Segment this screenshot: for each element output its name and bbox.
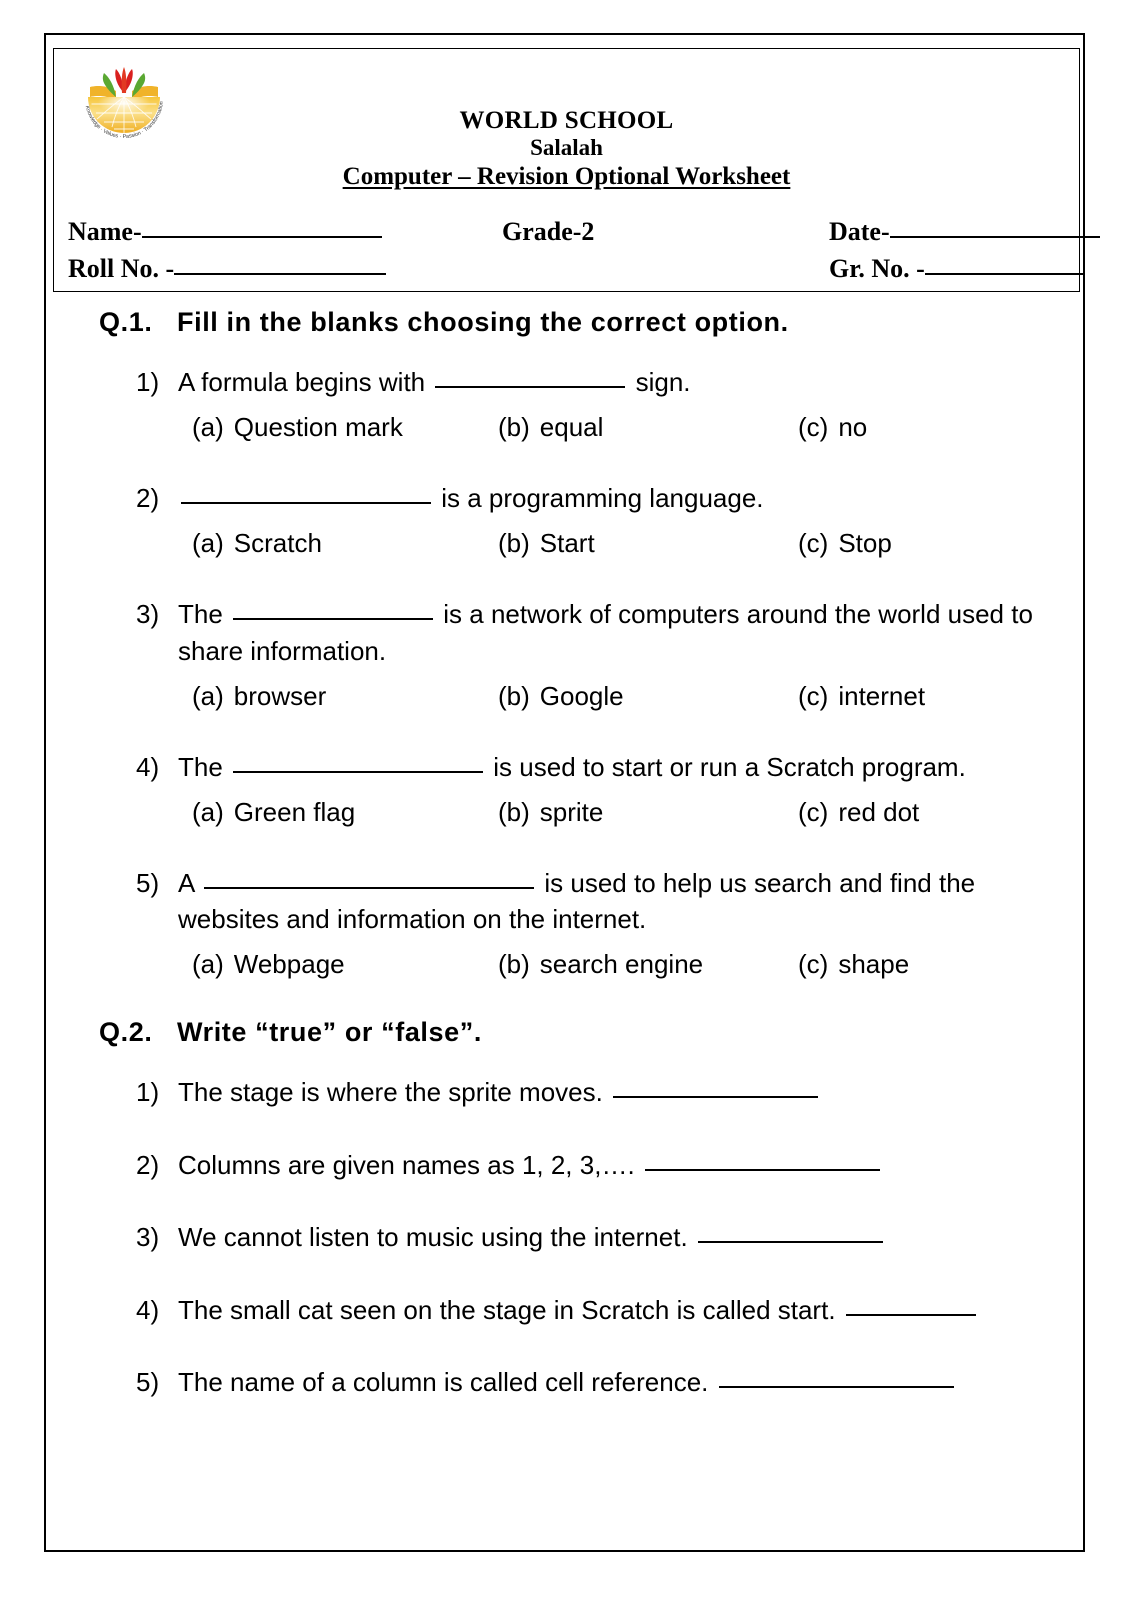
option-a-value: browser bbox=[233, 680, 327, 711]
option-c-value: shape bbox=[838, 949, 910, 980]
item-number: 1) bbox=[136, 367, 160, 397]
worksheet-page bbox=[44, 33, 1085, 1552]
answer-blank[interactable] bbox=[204, 887, 534, 889]
item-number: 3) bbox=[136, 1222, 160, 1253]
worksheet-body bbox=[46, 307, 1083, 1436]
item-text bbox=[178, 364, 1083, 401]
option-c-label: (c) bbox=[798, 527, 829, 558]
true-false-item bbox=[136, 1292, 1083, 1328]
identity-row-2 bbox=[54, 254, 1079, 291]
item-number: 2) bbox=[136, 1149, 160, 1180]
option-c-label: (c) bbox=[798, 411, 829, 442]
item-text-before: The bbox=[178, 598, 223, 629]
item-text-after: is a programming language. bbox=[441, 482, 764, 513]
option-c[interactable] bbox=[798, 949, 909, 980]
gr-no-field[interactable] bbox=[829, 254, 1085, 284]
question-1-items bbox=[46, 364, 1083, 989]
option-a-value: Green flag bbox=[233, 796, 356, 827]
answer-blank[interactable] bbox=[233, 618, 433, 620]
option-b[interactable] bbox=[498, 949, 703, 980]
option-c-label: (c) bbox=[798, 680, 829, 711]
item-text-after: is a network of computers around the world used to share information. bbox=[178, 598, 1033, 666]
grade-label: Grade-2 bbox=[502, 217, 595, 246]
option-a-label: (a) bbox=[192, 411, 224, 442]
mcq-item bbox=[136, 865, 1083, 939]
mcq-item bbox=[136, 596, 1083, 670]
item-statement: We cannot listen to music using the internet. bbox=[178, 1222, 688, 1253]
item-text bbox=[178, 480, 1083, 517]
option-c-label: (c) bbox=[798, 796, 829, 827]
option-b[interactable] bbox=[498, 797, 603, 828]
option-c-value: Stop bbox=[838, 527, 892, 558]
option-b-label: (b) bbox=[498, 527, 530, 558]
mcq-options bbox=[136, 797, 1083, 837]
answer-blank[interactable] bbox=[613, 1096, 818, 1098]
option-c[interactable] bbox=[798, 797, 919, 828]
school-city: Salalah bbox=[530, 135, 603, 160]
item-text bbox=[178, 1074, 1083, 1110]
option-b-label: (b) bbox=[498, 949, 530, 980]
option-a-value: Scratch bbox=[233, 527, 322, 558]
mcq-item bbox=[136, 480, 1083, 517]
item-text bbox=[178, 1292, 1083, 1328]
answer-blank[interactable] bbox=[698, 1241, 883, 1243]
option-c-label: (c) bbox=[798, 949, 829, 980]
question-1-heading bbox=[99, 307, 1083, 338]
true-false-item bbox=[136, 1364, 1083, 1400]
option-c-value: red dot bbox=[838, 796, 920, 827]
true-false-item bbox=[136, 1074, 1083, 1110]
option-a[interactable] bbox=[192, 949, 345, 980]
question-block-1 bbox=[46, 307, 1083, 989]
student-identity-fields bbox=[54, 217, 1079, 291]
answer-blank[interactable] bbox=[181, 502, 431, 504]
item-number: 5) bbox=[136, 1366, 160, 1397]
identity-row-1 bbox=[54, 217, 1079, 254]
question-2-heading bbox=[99, 1017, 1083, 1048]
name-field[interactable] bbox=[68, 217, 382, 247]
option-a-label: (a) bbox=[192, 680, 224, 711]
question-1-number: Q.1. bbox=[99, 307, 153, 337]
option-b-value: equal bbox=[539, 411, 604, 442]
option-a-label: (a) bbox=[192, 796, 224, 827]
date-blank-rule[interactable] bbox=[890, 236, 1100, 238]
question-2-number: Q.2. bbox=[99, 1017, 153, 1048]
option-b-value: sprite bbox=[539, 796, 604, 827]
question-block-2 bbox=[46, 1017, 1083, 1400]
logo-motto-text: Knowledge · Values · Passion · Transformation bbox=[83, 101, 165, 139]
option-b-value: search engine bbox=[539, 949, 704, 980]
item-number: 4) bbox=[136, 1294, 160, 1325]
name-label: Name- bbox=[68, 217, 142, 246]
question-2-heading-text: Write “true” or “false”. bbox=[177, 1017, 482, 1048]
date-field[interactable] bbox=[829, 217, 1100, 247]
option-c[interactable] bbox=[798, 528, 892, 559]
mcq-options bbox=[136, 528, 1083, 568]
roll-no-blank-rule[interactable] bbox=[174, 273, 386, 275]
option-a-label: (a) bbox=[192, 949, 224, 980]
school-heading bbox=[54, 106, 1079, 191]
option-c-value: no bbox=[838, 411, 868, 442]
item-statement: The small cat seen on the stage in Scratch is called start. bbox=[178, 1294, 836, 1325]
option-a[interactable] bbox=[192, 797, 355, 828]
item-number: 5) bbox=[136, 867, 160, 898]
item-text-before: The bbox=[178, 751, 223, 782]
option-b[interactable] bbox=[498, 412, 603, 443]
option-c[interactable] bbox=[798, 681, 925, 712]
item-text-after: sign. bbox=[635, 367, 691, 397]
question-1-heading-text: Fill in the blanks choosing the correct option. bbox=[177, 307, 789, 337]
mcq-item bbox=[136, 364, 1083, 401]
item-text bbox=[178, 1364, 1083, 1400]
answer-blank[interactable] bbox=[435, 386, 625, 388]
gr-no-label: Gr. No. - bbox=[829, 254, 925, 283]
item-number: 2) bbox=[136, 482, 160, 513]
item-text-after: is used to help us search and find the websites and information on the internet. bbox=[178, 867, 976, 935]
option-a[interactable] bbox=[192, 528, 322, 559]
option-a-value: Webpage bbox=[233, 949, 345, 980]
date-label: Date- bbox=[829, 217, 890, 246]
item-text bbox=[178, 865, 1083, 939]
item-text bbox=[178, 1147, 1083, 1183]
roll-no-label: Roll No. - bbox=[68, 254, 175, 283]
mcq-options bbox=[136, 681, 1083, 721]
question-2-items bbox=[46, 1074, 1083, 1400]
answer-blank[interactable] bbox=[233, 771, 483, 773]
option-c[interactable] bbox=[798, 412, 867, 443]
option-a-value: Question mark bbox=[233, 411, 403, 442]
item-statement: The stage is where the sprite moves. bbox=[178, 1077, 603, 1108]
name-blank-rule[interactable] bbox=[142, 236, 382, 238]
option-b-value: Google bbox=[539, 680, 624, 711]
item-text-before: A formula begins with bbox=[178, 367, 426, 397]
option-b[interactable] bbox=[498, 681, 624, 712]
option-b[interactable] bbox=[498, 528, 595, 559]
item-text-after: is used to start or run a Scratch program. bbox=[493, 751, 966, 782]
item-statement: The name of a column is called cell reference. bbox=[178, 1366, 709, 1397]
true-false-item bbox=[136, 1219, 1083, 1255]
option-a[interactable] bbox=[192, 681, 326, 712]
item-text bbox=[178, 596, 1083, 670]
document-title: Computer – Revision Optional Worksheet bbox=[342, 162, 791, 190]
header-box bbox=[53, 48, 1080, 292]
mcq-options bbox=[136, 412, 1083, 452]
item-statement: Columns are given names as 1, 2, 3,…. bbox=[178, 1149, 635, 1180]
option-b-value: Start bbox=[539, 527, 595, 558]
item-number: 3) bbox=[136, 598, 160, 629]
option-b-label: (b) bbox=[498, 796, 530, 827]
mcq-item bbox=[136, 749, 1083, 786]
answer-blank[interactable] bbox=[846, 1314, 976, 1316]
school-name: WORLD SCHOOL bbox=[459, 107, 674, 134]
item-number: 1) bbox=[136, 1077, 160, 1108]
option-a-label: (a) bbox=[192, 527, 224, 558]
answer-blank[interactable] bbox=[645, 1169, 880, 1171]
option-a[interactable] bbox=[192, 412, 403, 443]
item-text bbox=[178, 1219, 1083, 1255]
item-number: 4) bbox=[136, 751, 160, 782]
item-text-before: A bbox=[178, 867, 194, 898]
item-text bbox=[178, 749, 1083, 786]
option-b-label: (b) bbox=[498, 680, 530, 711]
roll-no-field[interactable] bbox=[68, 254, 386, 284]
mcq-options bbox=[136, 949, 1083, 989]
option-b-label: (b) bbox=[498, 411, 530, 442]
answer-blank[interactable] bbox=[719, 1386, 954, 1388]
gr-no-blank-rule[interactable] bbox=[925, 273, 1085, 275]
true-false-item bbox=[136, 1147, 1083, 1183]
option-c-value: internet bbox=[838, 680, 926, 711]
